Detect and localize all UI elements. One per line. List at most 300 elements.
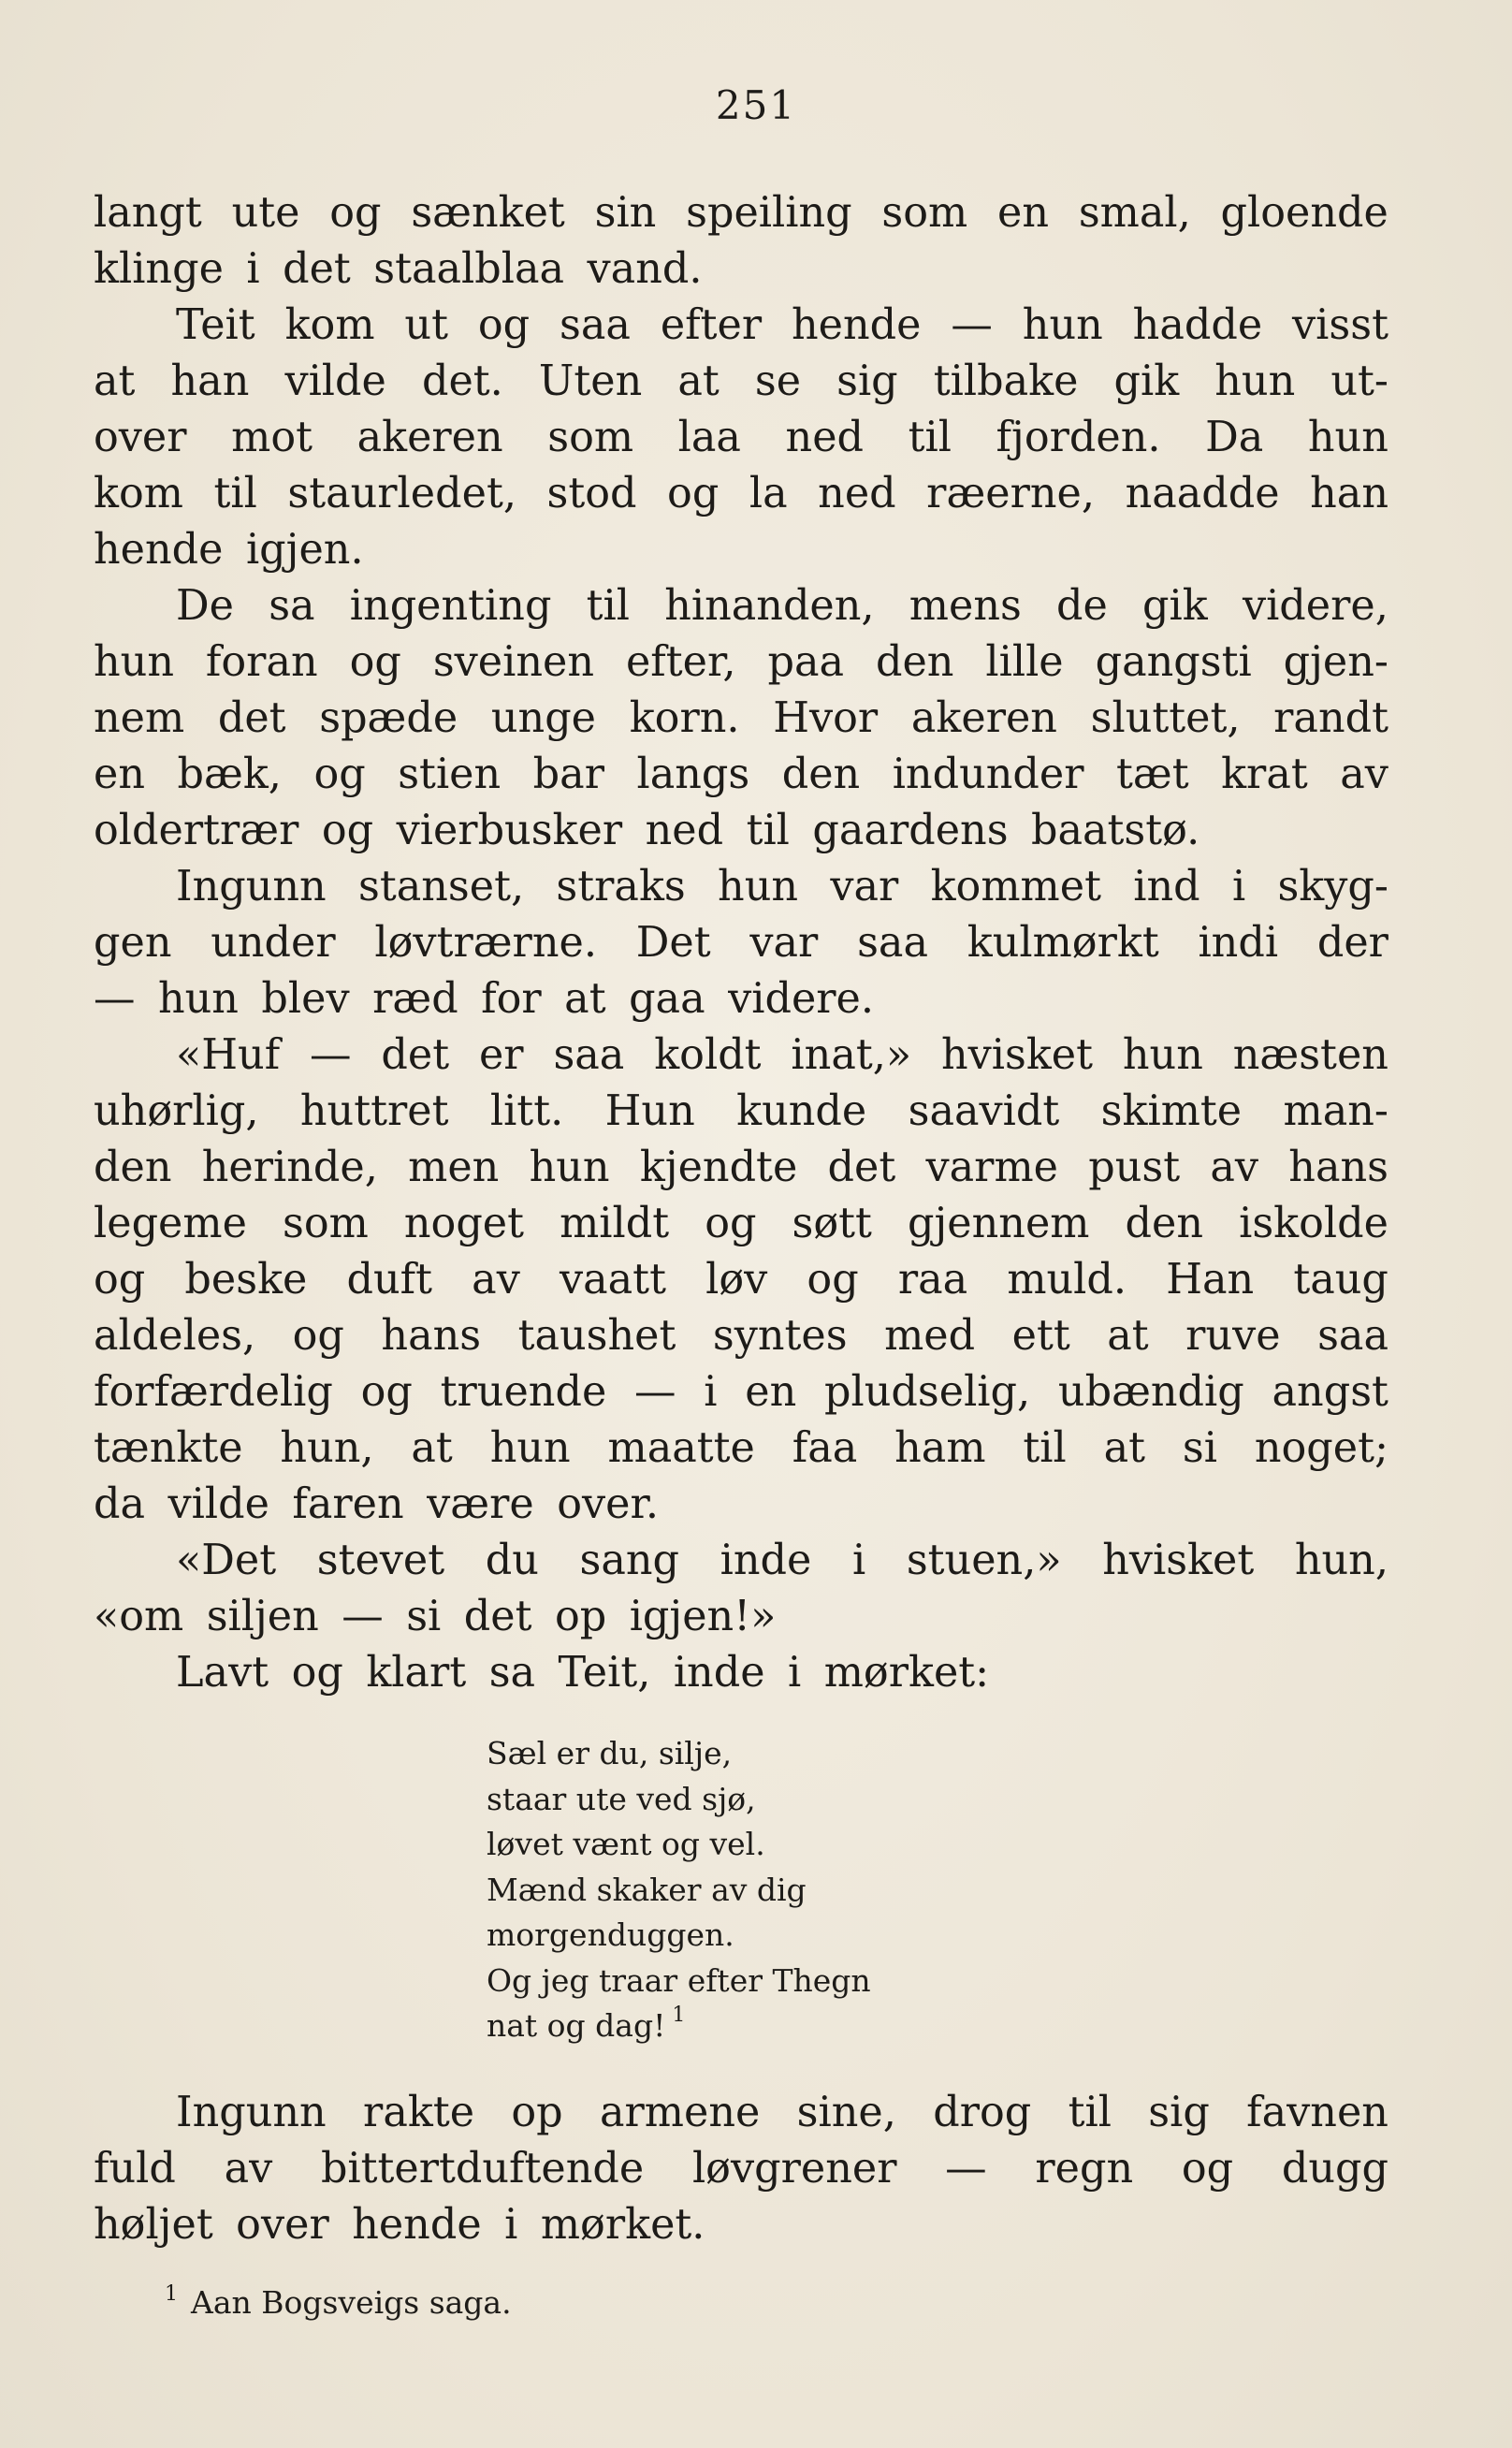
text-line [94,522,1388,578]
word: man- [1283,1087,1388,1135]
word: være [427,1480,534,1528]
word: hun [1307,414,1388,461]
text-line [94,354,1388,410]
word: saavidt [908,1087,1060,1135]
word: drog [933,2089,1032,2136]
word: randt [1273,694,1388,742]
word: løv [705,1256,768,1304]
word: angst [1272,1368,1388,1416]
page-number: 251 [715,82,797,128]
poem-line: Mænd skaker av dig [487,1871,807,1908]
word: som [282,1200,369,1247]
word: det [463,1593,532,1640]
word: noget [403,1200,525,1247]
word: du [485,1537,539,1584]
text-line [94,1477,1388,1533]
word: videre. [728,975,875,1023]
text-line [94,915,1388,971]
word: paa [767,638,845,686]
word: den [94,1144,172,1191]
word: saa [857,919,928,967]
word: kommet [930,863,1101,911]
word: ham [894,1424,986,1472]
word: ræerne, [926,470,1096,517]
word: hende [352,2201,482,2249]
text-line [94,1421,1388,1477]
word: si [1182,1424,1217,1472]
text-line [94,1140,1388,1196]
word: hun [1122,1031,1203,1079]
word: Ingunn [176,2089,327,2136]
word: ind [1133,863,1200,911]
word: vierbusker [396,807,623,854]
text-line [94,859,1388,915]
word: videre, [1242,582,1388,630]
word: Hun [604,1087,695,1135]
word: skimte [1100,1087,1243,1135]
word: duft [346,1256,433,1304]
poem-line: Og jeg traar efter Thegn [487,1961,871,1999]
word: De [176,582,235,630]
poem-line: staar ute ved sjø, [487,1780,756,1817]
text-line [94,2141,1388,2197]
word: sluttet, [1090,694,1241,742]
word: ned [818,470,896,517]
word: akeren [910,694,1057,742]
word: av [1340,750,1388,798]
footnote-mark: 1 [165,2282,178,2306]
poem-line: morgenduggen. [487,1916,734,1953]
word: mot [231,414,313,461]
word: Teit [176,301,255,349]
word: inde [720,1537,812,1584]
word: si [406,1593,442,1640]
word: igjen!» [629,1593,777,1640]
word: til [1068,2089,1112,2136]
word: bar [532,750,604,798]
text-line [94,466,1388,522]
word: — [342,1593,384,1640]
word: hadde [1132,301,1263,349]
word: smal, [1078,189,1191,237]
word: fuld [94,2145,176,2193]
word: maatte [607,1424,755,1472]
word: op [511,2089,563,2136]
word: aldeles, [94,1312,256,1360]
poem-line: Sæl er du, silje, [487,1735,733,1771]
text-line [94,1084,1388,1140]
word: favnen [1246,2089,1388,2136]
footnote-text: Aan Bogsveigs saga. [191,2284,512,2321]
word: krat [1221,750,1308,798]
word: la [749,470,788,517]
word: faren [292,1480,404,1528]
word: dugg [1281,2145,1388,2193]
text-line [94,2085,1388,2141]
word: en [997,189,1050,237]
word: søtt [792,1200,872,1247]
word: saa [560,301,631,349]
word: vand. [587,245,703,293]
word: blev [261,975,350,1023]
word: den [875,638,954,686]
text-line [94,1196,1388,1252]
poem-line: løvet vænt og vel. [487,1826,765,1862]
word: til [746,807,790,854]
word: efter, [625,638,736,686]
word: sang [579,1537,680,1584]
word: av [1210,1144,1259,1191]
word: noget; [1254,1424,1388,1472]
word: hun, [280,1424,374,1472]
poem-verse [487,1731,871,2049]
word: til [1023,1424,1067,1472]
word: i [851,1537,866,1584]
word: gangsti [1095,638,1252,686]
word: over [236,2201,329,2249]
word: akeren [356,414,503,461]
text-line [94,1308,1388,1364]
text-line [94,1252,1388,1308]
word: sine, [796,2089,896,2136]
word: saa [1317,1312,1388,1360]
word: at [411,1424,453,1472]
word: faa [792,1424,858,1472]
word: gen [94,919,172,967]
word: løvtrærne. [374,919,597,967]
word: fjorden. [996,414,1161,461]
word: spæde [319,694,458,742]
word: stuen,» [906,1537,1062,1584]
word: bæk, [177,750,282,798]
word: op [554,1593,607,1640]
word: ruve [1185,1312,1281,1360]
word: beske [184,1256,308,1304]
word: sænket [411,189,565,237]
word: pludselig, [824,1368,1031,1416]
word: at [1107,1312,1149,1360]
word: gaardens [812,807,1009,854]
word: ræd [372,975,458,1023]
word: Teit, [558,1649,651,1697]
word: stanset, [358,863,525,911]
word: en [745,1368,797,1416]
text-line [94,241,1388,298]
word: saa [553,1031,625,1079]
word: hun [157,975,239,1023]
word: klart [366,1649,467,1697]
word: unge [490,694,597,742]
word: hvisket [940,1031,1094,1079]
word: tilbake [933,357,1079,405]
word: varme [925,1144,1058,1191]
word: av [472,1256,520,1304]
word: og [667,470,720,517]
footnote-reference: 1 [665,2004,686,2027]
word: efter [660,301,763,349]
word: se [754,357,802,405]
word: var [830,863,899,911]
word: stod [546,470,637,517]
word: speiling [686,189,852,237]
footnote [165,2274,512,2324]
word: men [408,1144,500,1191]
word: naadde [1125,470,1280,517]
text-line [94,971,1388,1027]
word: og [705,1200,757,1247]
text-line [94,2197,1388,2253]
word: sa [269,582,315,630]
word: og [1181,2145,1234,2193]
word: herinde, [201,1144,378,1191]
word: ned [785,414,865,461]
word: tæt [1116,750,1189,798]
word: og [329,189,382,237]
word: — [951,301,993,349]
word: i [704,1368,718,1416]
word: mildt [560,1200,670,1247]
word: Det [635,919,711,967]
word: syntes [712,1312,848,1360]
word: Ingunn [176,863,327,911]
word: hun, [1294,1537,1388,1584]
word: gaa [629,975,705,1023]
closing-text-block [94,2085,1388,2253]
word: taushet [517,1312,676,1360]
word: koldt [654,1031,762,1079]
word: i [788,1649,802,1697]
word: vilde [284,357,386,405]
word: hvisket [1102,1537,1255,1584]
word: uhørlig, [94,1087,259,1135]
word: hun [1214,357,1296,405]
word: Hvor [773,694,879,742]
word: straks [556,863,686,911]
word: stien [398,750,502,798]
word: truende [440,1368,607,1416]
text-line [94,410,1388,466]
word: det [283,245,351,293]
word: den [781,750,861,798]
word: og [807,1256,859,1304]
word: og [292,1312,344,1360]
word: oldertrær [94,807,299,854]
word: i [504,2201,518,2249]
word: hun [489,1424,571,1472]
word: — [310,1031,352,1079]
word: til [586,582,630,630]
text-line [94,578,1388,634]
word: «Huf [176,1031,281,1079]
word: hende [792,301,922,349]
word: lille [985,638,1064,686]
word: mens [909,582,1022,630]
word: og [94,1256,146,1304]
word: ubændig [1057,1368,1244,1416]
word: mørket. [540,2201,705,2249]
word: hans [1288,1144,1388,1191]
word: indi [1198,919,1279,967]
word: ut- [1330,357,1388,405]
word: i [246,245,260,293]
text-line [94,1364,1388,1421]
word: gjen- [1283,638,1388,686]
word: siljen [206,1593,319,1640]
word: bittertduftende [320,2145,645,2193]
word: «om [94,1593,184,1640]
word: den [1125,1200,1204,1247]
word: vilde [167,1480,269,1528]
text-line [94,1589,1388,1645]
word: iskolde [1239,1200,1388,1247]
word: han [1310,470,1388,517]
word: ett [1011,1312,1070,1360]
word: og [313,750,366,798]
word: langs [636,750,750,798]
word: de [1056,582,1108,630]
word: ingenting [349,582,552,630]
word: og [291,1649,343,1697]
word: Uten [538,357,643,405]
word: av [224,2145,273,2193]
word: raa [897,1256,968,1304]
word: Han [1166,1256,1255,1304]
word: sveinen [432,638,595,686]
word: hinanden, [664,582,875,630]
word: langt [94,189,202,237]
word: at [94,357,136,405]
word: Lavt [176,1649,269,1697]
main-text-block [94,185,1388,1701]
word: pust [1088,1144,1181,1191]
word: og [321,807,374,854]
word: sa [488,1649,536,1697]
word: da [94,1480,146,1528]
word: foran [205,638,318,686]
word: løvgrener [691,2145,897,2193]
word: kjendte [639,1144,798,1191]
word: tænkte [94,1424,243,1472]
word: gik [1113,357,1180,405]
poem-line: nat og dag! $^1$ [487,2004,686,2044]
text-line [94,298,1388,354]
word: baatstø. [1031,807,1200,854]
word: at [1103,1424,1146,1472]
word: der [1316,919,1388,967]
word: det [827,1144,896,1191]
word: visst [1292,301,1388,349]
word: hun [1022,301,1103,349]
word: indunder [892,750,1084,798]
word: skyg- [1277,863,1388,911]
word: huttret [299,1087,449,1135]
word: — [634,1368,676,1416]
text-line [94,185,1388,241]
word: hans [381,1312,482,1360]
word: regn [1035,2145,1134,2193]
word: over [94,414,187,461]
word: hun [718,863,799,911]
word: var [749,919,819,967]
word: gloende [1220,189,1388,237]
word: inde [673,1649,765,1697]
word: staurledet, [287,470,516,517]
word: han [170,357,250,405]
word: næsten [1232,1031,1388,1079]
word: og [349,638,401,686]
word: kom [284,301,375,349]
word: er [478,1031,524,1079]
word: og [360,1368,413,1416]
word: det. [421,357,503,405]
word: taug [1293,1256,1388,1304]
word: staalblaa [373,245,565,293]
word: sin [594,189,657,237]
word: gjennem [908,1200,1090,1247]
text-line [94,691,1388,747]
word: igjen. [245,526,364,574]
word: at [564,975,606,1023]
word: til [908,414,952,461]
text-line [94,1645,1388,1701]
word: klinge [94,245,224,293]
word: forfærdelig [94,1368,333,1416]
word: armene [599,2089,761,2136]
word: hun [529,1144,610,1191]
word: ut [404,301,448,349]
word: det [217,694,286,742]
word: hun [94,638,174,686]
word: til [213,470,257,517]
word: det [381,1031,450,1079]
word: muld. [1007,1256,1127,1304]
word: inat,» [791,1031,912,1079]
word: legeme [94,1200,247,1247]
word: Da [1205,414,1264,461]
word: «Det [176,1537,277,1584]
word: kulmørkt [967,919,1159,967]
word: at [677,357,720,405]
word: — [94,975,136,1023]
word: stevet [316,1537,445,1584]
word: ute [231,189,300,237]
word: høljet [94,2201,213,2249]
word: gik [1142,582,1208,630]
word: sig [836,357,898,405]
word: med [884,1312,976,1360]
text-line [94,634,1388,691]
word: som [547,414,634,461]
text-line [94,1027,1388,1084]
word: og [477,301,531,349]
word: som [881,189,968,237]
word: under [211,919,336,967]
word: en [94,750,145,798]
word: korn. [629,694,740,742]
word: kom [94,470,183,517]
word: rakte [363,2089,475,2136]
word: kunde [736,1087,867,1135]
word: litt. [489,1087,564,1135]
word: vaatt [559,1256,666,1304]
word: nem [94,694,185,742]
word: — [945,2145,987,2193]
text-line [94,1533,1388,1589]
word: mørket: [823,1649,990,1697]
word: i [1231,863,1246,911]
text-line [94,803,1388,859]
word: ned [645,807,724,854]
